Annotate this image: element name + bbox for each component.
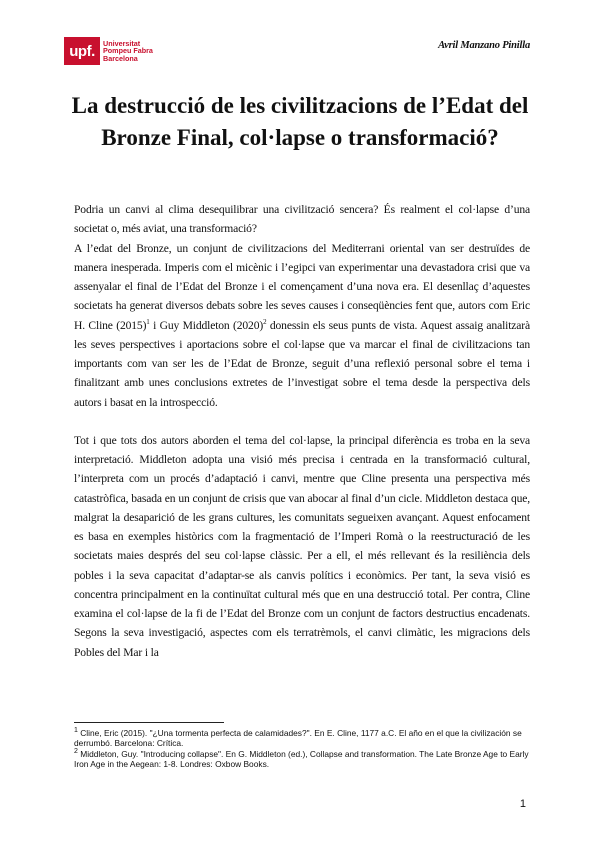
author-name: Avril Manzano Pinilla xyxy=(438,40,530,51)
footnote-text: Cline, Eric (2015). "¿Una tormenta perfecta de calamidades?". En E. Cline, 1177 a.C. El año en el que la civilización se derrumbó. Barcelona: Crítica. xyxy=(74,728,522,749)
footnote-mark: 1 xyxy=(74,727,78,735)
logo-line: Pompeu Fabra xyxy=(103,46,153,56)
paragraph-text: i Guy Middleton (2020) xyxy=(149,318,264,332)
paragraph-intro: Podria un canvi al clima desequilibrar una civilització sencera? És realment el col·lapse d’una societat o, més aviat, una transformació? xyxy=(74,203,530,236)
footnotes xyxy=(74,728,530,770)
footnote-divider xyxy=(74,722,224,723)
logo-line: Barcelona xyxy=(103,53,138,63)
footnote xyxy=(74,728,530,749)
paragraph-text: donessin els seus punts de vista. Aquest assaig analitzarà les seves perspectives i aportacions sobre el col·lapse que va marcar el final de civilitzacions tan importants com van ser les de l’Edat de Bronze, seguit d’una reflexió personal sobre el tema i finalitzant amb unes conclusions extretes de l’investigat sobre el tema desde la perspectiva dels autors i basat en la introspecció. xyxy=(74,318,530,409)
footnote-mark: 2 xyxy=(74,748,78,756)
paragraph-context xyxy=(74,239,530,412)
logo-text xyxy=(103,40,153,63)
page-number: 1 xyxy=(519,798,526,810)
paragraph-text: A l’edat del Bronze, un conjunt de civilitzacions del Mediterrani oriental van ser destruïdes de manera inesperada. Imperis com el micènic i l’egipci van experimentar una devastadora crisi que va assenyalar el final de l’Edat del Bronze i el començament d’una nova era. El desenllaç d’aquestes societats ha generat diversos debats sobre les seves causes i conseqüències fent que, autors com Eric H. Cline (2015) xyxy=(74,241,530,332)
document-body xyxy=(74,200,530,662)
paragraph-comparison: Tot i que tots dos autors aborden el tema del col·lapse, la principal diferència es troba en la seva interpretació. Middleton adopta una visió més precisa i centrada en la transformació cultural, l’interpreta com un procés d’adaptació i canvi, mentre que Cline presenta una perspectiva més catastròfica, basada en un conjunt de crisis que van abocar al final d’un cicle. Middleton destaca que, malgrat la desaparició de les grans cultures, les comunitats segueixen avançant. Aquest enfocament es basa en exemples històrics com la fragmentació de l’Imperi Romà o la reestructuració de les societats maies després del seu col·lapse clàssic. Per a ell, el més rellevant és la resiliència dels pobles i la seva capacitat d’adaptar-se als canvis polítics i econòmics. Per tant, la seva visió es concentra principalment en la continuïtat cultural més que en una destrucció total. Per contra, Cline examina el col·lapse de la fi de l’Edat del Bronze com un conjunt de factors destructius encadenats. Segons la seva investigació, aspectes com els terratrèmols, el canvi climàtic, les migracions dels Pobles del Mar i la xyxy=(74,433,530,659)
university-logo xyxy=(64,37,153,65)
footnote xyxy=(74,749,530,770)
logo-line: Universitat xyxy=(103,38,141,48)
footnote-ref[interactable]: 2 xyxy=(263,317,267,326)
logo-mark: upf. xyxy=(64,37,100,65)
footnote-ref[interactable]: 1 xyxy=(146,317,150,326)
document-title: La destrucció de les civilitzacions de l’Edat del Bronze Final, col·lapse o transformació? xyxy=(71,93,529,150)
footnote-text: Middleton, Guy. "Introducing collapse". En G. Middleton (ed.), Collapse and transformation. The Late Bronze Age to Early Iron Age in the Aegean: 1-8. Londres: Oxbow Books. xyxy=(74,748,529,770)
